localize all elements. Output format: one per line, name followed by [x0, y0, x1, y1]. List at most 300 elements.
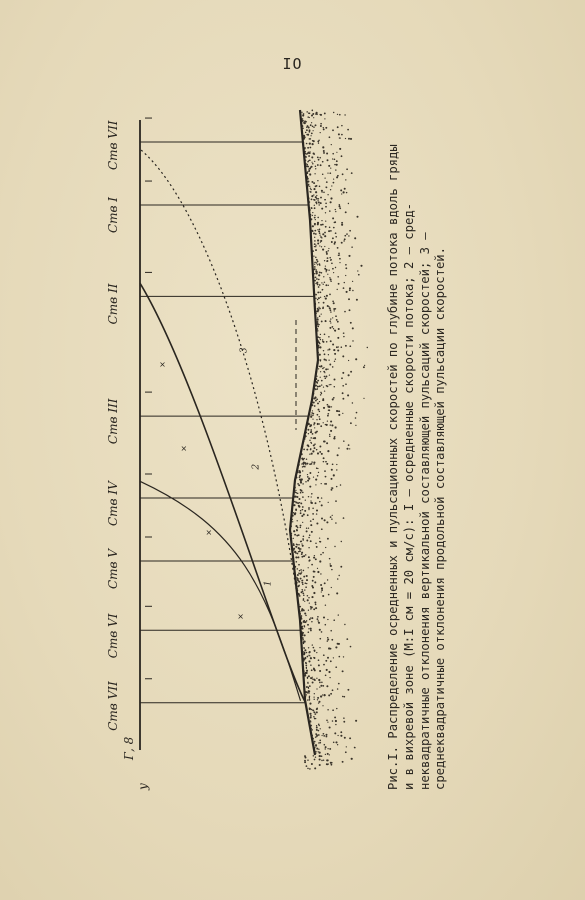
sand-dot	[324, 694, 326, 696]
sand-dot	[319, 284, 321, 286]
sand-dot	[325, 375, 327, 377]
sand-dot	[326, 187, 328, 189]
sand-dot	[330, 693, 332, 695]
sand-dot	[342, 696, 343, 697]
sand-dot	[336, 708, 337, 709]
sand-dot	[318, 725, 319, 726]
sand-dot	[320, 728, 321, 729]
sand-dot	[333, 657, 334, 658]
sand-dot	[332, 237, 334, 239]
sand-dot	[314, 262, 316, 264]
sand-dot	[340, 735, 342, 737]
sand-dot	[343, 517, 345, 519]
sand-dot	[298, 585, 300, 587]
sand-dot	[341, 242, 343, 244]
sand-dot	[332, 129, 334, 131]
sand-dot	[317, 468, 318, 469]
sand-dot	[319, 157, 321, 159]
sand-dot	[305, 582, 307, 584]
sand-dot	[312, 126, 314, 128]
sand-dot	[306, 765, 308, 767]
sand-dot	[325, 368, 327, 370]
sand-dot	[296, 557, 297, 558]
sand-dot	[342, 398, 344, 400]
sand-dot	[313, 140, 315, 142]
sand-dot	[327, 159, 329, 161]
sand-dot	[331, 424, 333, 426]
sand-dot	[330, 230, 332, 232]
sand-dot	[323, 358, 325, 360]
sand-dot	[326, 153, 328, 155]
sand-dot	[299, 573, 301, 575]
sand-dot	[296, 561, 298, 563]
sand-dot	[316, 725, 317, 726]
sand-dot	[312, 415, 314, 417]
sand-dot	[318, 274, 320, 276]
sand-dot	[327, 349, 328, 350]
sand-dot	[298, 564, 300, 566]
sand-dot	[308, 537, 310, 539]
sand-dot	[302, 115, 304, 117]
sand-dot	[331, 489, 333, 491]
page-number: IO	[282, 55, 303, 73]
sand-dot	[315, 502, 317, 504]
curve-number-label: 1	[263, 580, 274, 587]
sand-dot	[310, 715, 312, 717]
caption-line-1: Рис.I. Распределение осредненных и пульсационных скоростей по глубине потока вдоль гряды	[386, 144, 400, 790]
sand-dot	[317, 452, 319, 454]
sand-dot	[312, 518, 314, 520]
sand-dot	[319, 308, 321, 310]
sand-dot	[328, 694, 330, 696]
data-cross-marker: ×	[159, 360, 166, 370]
sand-dot	[300, 569, 302, 571]
sand-dot	[316, 259, 318, 261]
sand-dot	[310, 520, 312, 522]
sand-dot	[316, 388, 318, 390]
sand-dot	[328, 502, 329, 503]
sand-dot	[339, 148, 341, 150]
sand-dot	[315, 746, 316, 747]
sand-dot	[336, 164, 338, 166]
sand-dot	[308, 675, 310, 677]
sand-dot	[312, 433, 314, 435]
sand-dot	[320, 685, 322, 687]
sand-dot	[315, 733, 317, 735]
sand-dot	[299, 502, 300, 503]
sand-dot	[303, 610, 305, 612]
sand-dot	[317, 380, 319, 382]
sand-dot	[330, 762, 332, 764]
sand-dot	[332, 463, 334, 465]
sand-dot	[309, 618, 310, 619]
sand-dot	[323, 616, 325, 618]
sand-dot	[322, 224, 324, 226]
sand-dot	[328, 647, 330, 649]
sand-dot	[307, 429, 309, 431]
sand-dot	[314, 243, 316, 245]
sand-dot	[300, 527, 302, 529]
sand-dot	[293, 538, 294, 539]
sand-dot	[315, 400, 317, 402]
sand-dot	[314, 230, 316, 232]
sand-dot	[331, 144, 332, 145]
sand-dot	[337, 578, 339, 580]
sand-dot	[322, 685, 324, 687]
sand-dot	[318, 198, 320, 200]
sand-dot	[317, 475, 319, 477]
sand-dot	[306, 530, 308, 532]
sand-dot	[300, 525, 302, 527]
sand-dot	[317, 616, 319, 618]
sand-dot	[324, 582, 326, 584]
sand-dot	[328, 248, 329, 249]
sand-dot	[335, 522, 337, 524]
sand-dot	[345, 138, 346, 139]
sand-dot	[332, 217, 334, 219]
sand-dot	[303, 570, 305, 572]
sand-dot	[309, 159, 311, 161]
sand-dot	[312, 143, 314, 145]
sand-dot	[343, 696, 345, 698]
sand-dot	[341, 222, 343, 224]
sand-dot	[304, 510, 306, 512]
sand-dot	[299, 498, 301, 500]
sand-dot	[307, 699, 308, 700]
sand-dot	[322, 398, 324, 400]
sand-dot	[308, 478, 310, 480]
sand-dot	[317, 317, 318, 318]
sand-dot	[344, 238, 346, 240]
sand-dot	[319, 232, 321, 234]
sand-dot	[352, 402, 353, 403]
sand-dot	[330, 340, 332, 342]
sand-dot	[332, 709, 334, 711]
sand-dot	[336, 469, 337, 470]
sand-dot	[311, 156, 313, 158]
sand-dot	[314, 405, 316, 407]
sand-dot	[335, 232, 337, 234]
sand-dot	[320, 695, 322, 697]
sand-dot	[320, 554, 322, 556]
sand-dot	[363, 366, 365, 368]
sand-dot	[315, 196, 317, 198]
sand-dot	[307, 147, 309, 149]
sand-dot	[305, 464, 306, 465]
sand-dot	[309, 699, 311, 701]
sand-dot	[326, 669, 328, 671]
sand-dot	[321, 314, 322, 315]
sand-dot	[339, 258, 341, 260]
sand-dot	[349, 345, 351, 347]
sand-dot	[349, 309, 351, 311]
sand-dot	[331, 487, 332, 488]
sand-dot	[312, 678, 313, 679]
sand-dot	[332, 344, 334, 346]
sand-dot	[330, 630, 332, 632]
sand-dot	[338, 205, 340, 207]
sand-dot	[319, 451, 321, 453]
sand-dot	[318, 734, 320, 736]
sand-dot	[333, 328, 334, 329]
sand-dot	[322, 552, 324, 554]
sand-dot	[320, 292, 322, 294]
sand-dot	[319, 343, 320, 344]
sand-dot	[304, 122, 306, 124]
sand-dot	[335, 169, 336, 170]
sand-dot	[325, 660, 327, 662]
sand-dot	[302, 483, 304, 485]
sand-dot	[295, 546, 297, 548]
sand-dot	[313, 647, 315, 649]
sand-dot	[311, 132, 313, 134]
sand-dot	[310, 677, 312, 679]
sand-dot	[336, 410, 338, 412]
sand-dot	[302, 509, 304, 511]
sand-dot	[351, 172, 353, 174]
sand-dot	[321, 191, 322, 192]
sand-dot	[350, 371, 352, 373]
sand-dot	[325, 547, 326, 548]
sand-dot	[327, 657, 329, 659]
sand-dot	[304, 121, 306, 123]
sand-dot	[314, 767, 316, 769]
sand-dot	[346, 168, 348, 170]
sand-dot	[319, 354, 321, 356]
sand-dot	[313, 667, 315, 669]
sand-dot	[356, 412, 358, 414]
sand-dot	[303, 594, 305, 596]
sand-dot	[316, 419, 317, 420]
sand-dot	[317, 264, 318, 265]
sand-dot	[318, 749, 319, 750]
sand-dot	[327, 463, 329, 465]
sand-dot	[317, 299, 319, 301]
sand-dot	[322, 146, 324, 148]
sand-dot	[326, 261, 327, 262]
sand-dot	[304, 589, 305, 590]
sand-dot	[325, 199, 326, 200]
sand-dot	[323, 284, 324, 285]
sand-dot	[332, 300, 334, 302]
data-cross-marker: ×	[180, 444, 188, 453]
sand-dot	[313, 153, 315, 155]
sand-dot	[303, 466, 305, 468]
sand-dot	[343, 240, 344, 241]
sand-dot	[346, 291, 348, 293]
sand-dot	[308, 423, 310, 425]
sand-dot	[343, 191, 345, 193]
sand-dot	[352, 340, 353, 341]
sand-dot	[306, 694, 307, 695]
sand-dot	[320, 164, 322, 166]
sand-dot	[315, 484, 316, 485]
sand-dot	[305, 664, 307, 666]
sand-dot	[337, 643, 339, 645]
sand-dot	[319, 418, 321, 420]
sand-dot	[307, 759, 308, 760]
sand-dot	[338, 252, 340, 254]
sand-dot	[319, 560, 321, 562]
station-label: Ств VII	[106, 120, 120, 171]
sand-dot	[320, 573, 321, 574]
sand-dot	[305, 615, 307, 617]
sand-dot	[343, 287, 345, 289]
sand-dot	[328, 406, 330, 408]
sand-dot	[315, 124, 317, 126]
sand-dot	[321, 591, 322, 592]
sand-dot	[329, 726, 331, 728]
sand-dot	[304, 761, 306, 763]
sand-dot	[318, 659, 320, 661]
sand-dot	[297, 556, 299, 558]
sand-dot	[311, 496, 312, 497]
sand-dot	[321, 220, 322, 221]
sand-dot	[321, 497, 322, 498]
sand-dot	[310, 416, 312, 418]
sand-dot	[313, 710, 315, 712]
sand-dot	[301, 615, 303, 617]
sand-dot	[347, 394, 349, 396]
sand-dot	[300, 502, 302, 504]
sand-dot	[321, 589, 323, 591]
sand-dot	[314, 264, 315, 265]
sand-dot	[299, 570, 301, 572]
sand-dot	[315, 479, 317, 481]
sand-dot	[316, 278, 318, 280]
sand-dot	[330, 424, 331, 425]
sand-dot	[342, 385, 344, 387]
sand-dot	[343, 332, 344, 333]
sand-dot	[301, 515, 303, 517]
sand-dot	[308, 127, 310, 129]
sand-dot	[348, 203, 349, 204]
sand-dot	[327, 274, 328, 275]
sand-dot	[310, 617, 311, 618]
sand-dot	[306, 127, 307, 128]
sand-dot	[308, 597, 309, 598]
sand-dot	[317, 386, 319, 388]
sand-dot	[323, 192, 325, 194]
sand-dot	[342, 355, 344, 357]
sand-dot	[314, 273, 315, 274]
sand-dot	[334, 361, 335, 362]
sand-dot	[332, 317, 333, 318]
sand-dot	[351, 246, 353, 248]
sand-dot	[320, 224, 322, 226]
sand-dot	[327, 638, 329, 640]
sand-dot	[316, 467, 318, 469]
sand-dot	[345, 264, 347, 266]
sand-dot	[315, 542, 317, 544]
sand-dot	[313, 424, 314, 425]
sand-dot	[312, 644, 313, 645]
sand-dot	[312, 410, 313, 411]
sand-dot	[341, 224, 343, 226]
sand-dot	[329, 384, 330, 385]
sand-dot	[364, 365, 365, 366]
sand-dot	[330, 384, 331, 385]
sand-dot	[293, 504, 295, 506]
sand-dot	[337, 276, 339, 278]
sand-dot	[293, 530, 295, 532]
sand-dot	[301, 589, 302, 590]
sand-dot	[313, 126, 315, 128]
sand-dot	[318, 664, 320, 666]
sand-dot	[302, 470, 303, 471]
sand-dot	[297, 493, 298, 494]
sand-dot	[307, 692, 309, 694]
sand-dot	[302, 459, 304, 461]
sand-dot	[313, 696, 314, 697]
sand-dot	[307, 656, 309, 658]
sand-dot	[343, 656, 344, 657]
sand-dot	[318, 279, 320, 281]
sand-dot	[321, 320, 323, 322]
sand-dot	[321, 380, 323, 382]
sand-dot	[317, 414, 319, 416]
sand-dot	[334, 436, 336, 438]
sand-dot	[311, 564, 313, 566]
sand-dot	[310, 135, 311, 136]
sand-dot	[313, 462, 315, 464]
sand-dot	[312, 508, 314, 510]
sand-dot	[313, 255, 314, 256]
sand-dot	[316, 273, 318, 275]
sand-dot	[342, 372, 344, 374]
sand-dot	[324, 483, 325, 484]
sand-dot	[309, 143, 311, 145]
sand-dot	[325, 206, 327, 208]
sand-dot	[311, 493, 313, 495]
sand-dot	[322, 705, 323, 706]
sand-dot	[323, 457, 325, 459]
sand-dot	[308, 560, 310, 562]
sand-dot	[319, 758, 321, 760]
sand-dot	[315, 276, 317, 278]
sand-dot	[323, 733, 325, 735]
sand-dot	[333, 112, 334, 113]
sand-dot	[315, 269, 317, 271]
sand-dot	[303, 539, 304, 540]
sand-dot	[337, 321, 339, 323]
sand-dot	[333, 742, 335, 744]
sand-dot	[334, 330, 336, 332]
sand-dot	[313, 557, 315, 559]
sand-dot	[334, 241, 336, 243]
sand-dot	[319, 670, 321, 672]
sand-dot	[298, 547, 300, 549]
sand-dot	[338, 414, 340, 416]
sand-dot	[321, 631, 323, 633]
sand-dot	[319, 682, 321, 684]
sand-dot	[317, 571, 319, 573]
sand-dot	[315, 744, 317, 746]
sand-dot	[337, 349, 339, 351]
sand-dot	[320, 114, 322, 116]
sand-dot	[316, 734, 318, 736]
sand-dot	[345, 211, 347, 213]
sand-dot	[324, 246, 325, 247]
station-label: Ств III	[106, 398, 120, 445]
sand-dot	[312, 682, 314, 684]
sand-dot	[332, 153, 334, 155]
sand-dot	[316, 195, 317, 196]
sand-dot	[317, 618, 319, 620]
sand-dot	[354, 747, 356, 749]
sand-dot	[318, 230, 320, 232]
sand-dot	[316, 708, 318, 710]
